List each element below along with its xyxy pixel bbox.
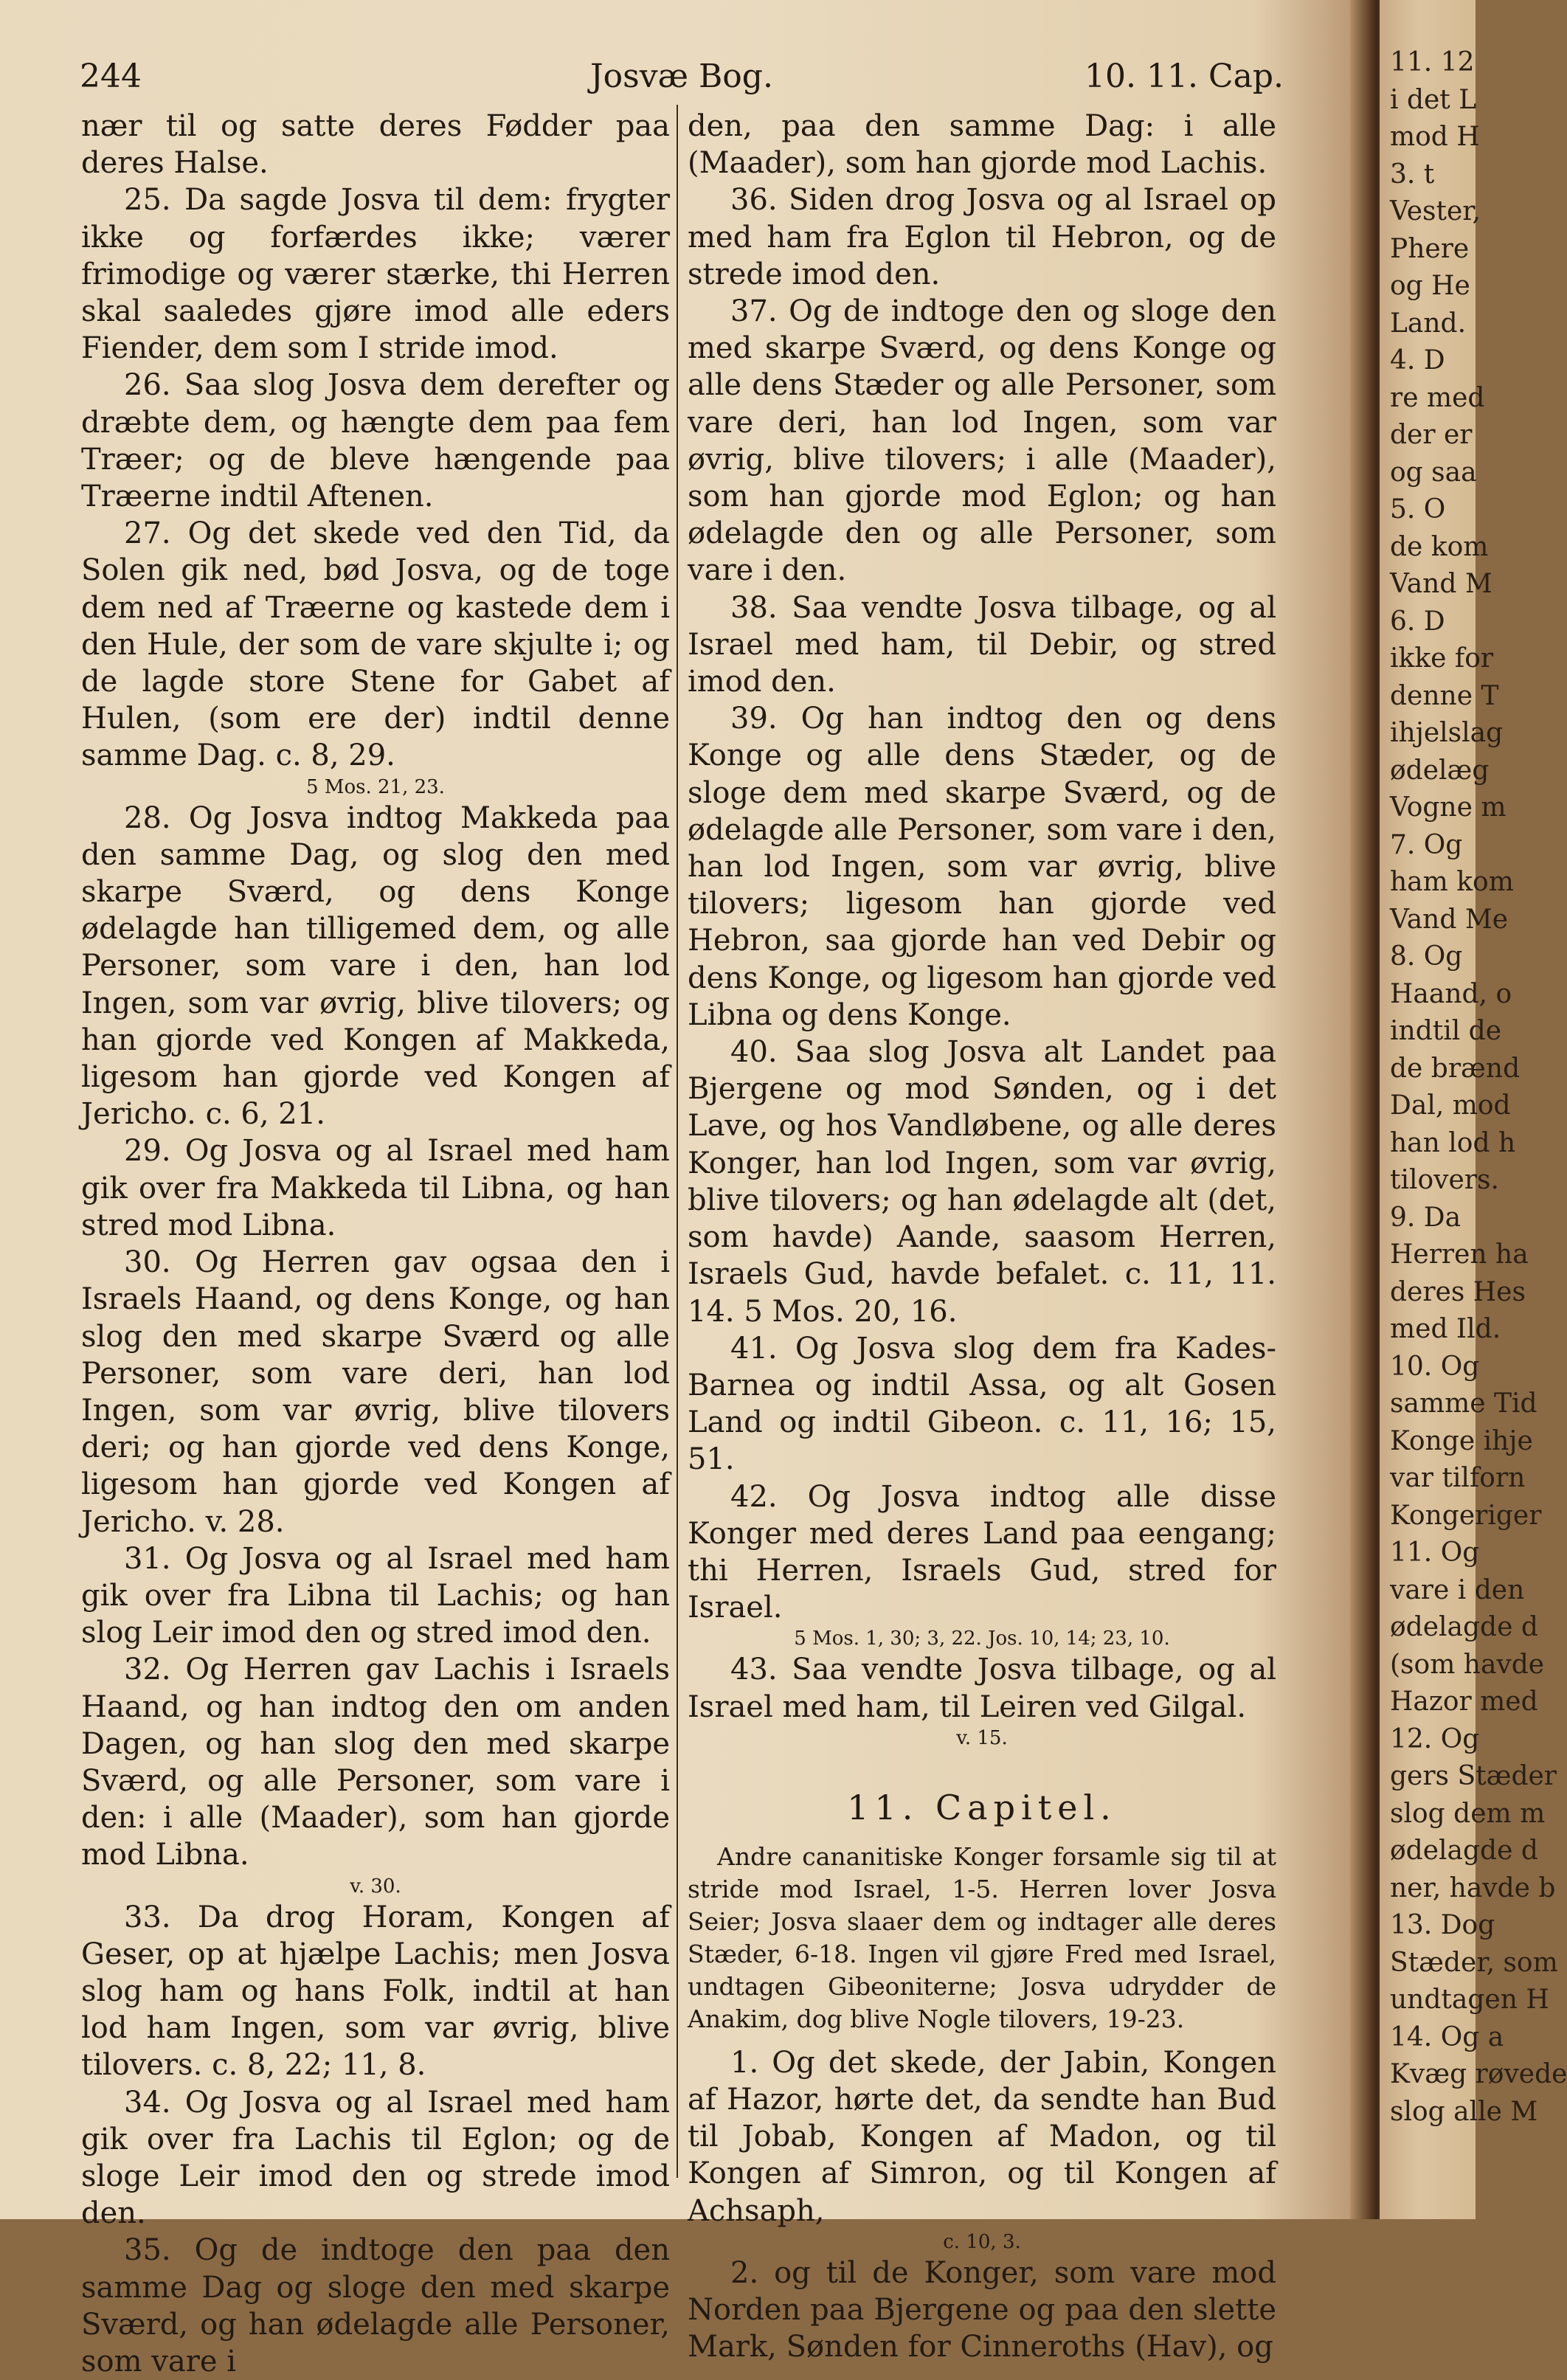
adjacent-page-line: 12. Og [1390,1723,1480,1754]
verse-paragraph: 25. Da sagde Josva til dem: frygter ikke og forfærdes ikke; værer frimodige og værer stærke, thi Herren skal saaledes gjøre imod alle eders Fiender, dem som I stride imod. [81,183,670,366]
adjacent-page-line: 9. Da [1390,1202,1462,1233]
adjacent-page-line: 13. Dog [1390,1910,1495,1940]
adjacent-page-line: 5. O [1390,494,1446,525]
verse-continuation: nær til og satte deres Fødder paa deres Halse. [81,109,670,181]
chapter-summary: Andre cananitiske Konger forsamle sig til at stride mod Israel, 1-5. Herren lover Josva Seier; Josva slaaer dem og indtager alle deres Stæder, 6-18. Ingen vil gjøre Fred med Israel, undtagen Gibeoniterne; Josva udrydder de Anakim, dog blive Nogle tilovers, 19-23. [688,1841,1276,2033]
adjacent-page-line: Vogne m [1390,792,1507,823]
adjacent-page-line: han lod h [1390,1127,1516,1158]
adjacent-page-line: Phere [1390,233,1470,264]
adjacent-page-line: 6. D [1390,606,1445,637]
adjacent-page-line: 4. D [1390,345,1445,376]
adjacent-page-line: med Ild. [1390,1314,1501,1344]
adjacent-page-line: 7. Og [1390,829,1463,860]
verse-continuation: den, paa den samme Dag: i alle (Maader), som han gjorde mod Lachis. [688,109,1276,181]
adjacent-page-line: ikke for [1390,643,1494,674]
adjacent-page-line: ødelæg [1390,755,1490,786]
verse-paragraph: 35. Og de indtoge den paa den samme Dag og sloge den med skarpe Sværd, og han ødelagde alle Personer, som vare i [81,2233,670,2379]
adjacent-page-line: denne T [1390,680,1499,711]
running-header [80,58,1284,102]
verse-paragraph: 30. Og Herren gav ogsaa den i Israels Haand, og dens Konge, og han slog den med skarpe Sværd og alle Personer, som vare deri, han lod Ingen, som var øvrig, blive tilovers deri; og han gjorde ved dens Konge, ligesom han gjorde ved Kongen af Jericho. v. 28. [81,1245,670,1539]
adjacent-page-line: undtagen H [1390,1985,1549,2015]
adjacent-page-line: 14. Og a [1390,2021,1504,2052]
cross-reference: c. 10, 3. [943,2230,1021,2253]
adjacent-page-line: samme Tid [1390,1388,1537,1419]
verse-paragraph: 26. Saa slog Josva dem derefter og dræbte dem, og hængte dem paa fem Træer; og de bleve hængende paa Træerne indtil Aftenen. [81,368,670,514]
verse-paragraph: 28. Og Josva indtog Makkeda paa den samme Dag, og slog den med skarpe Sværd, og dens Konge ødelagde han tilligemed dem, og alle Personer, som vare i den, han lod Ingen, som var øvrig, blive tilovers; og han gjorde ved Kongen af Makkeda, ligesom han gjorde ved Kongen af Jericho. c. 6, 21. [81,800,670,1132]
verse-paragraph: 33. Da drog Horam, Kongen af Geser, op at hjælpe Lachis; men Josva slog ham og hans Folk, indtil at han lod ham Ingen, som var øvrig, blive tilovers. c. 8, 22; 11, 8. [81,1900,670,2083]
adjacent-page-line: ham kom [1390,867,1514,897]
adjacent-page-line: ødelagde d [1390,1612,1538,1642]
adjacent-page-line: de brænd [1390,1053,1521,1084]
verse-paragraph: 42. Og Josva indtog alle disse Konger med deres Land paa eengang; thi Herren, Israels Gud, stred for Israel. [688,1479,1276,1625]
adjacent-page-line: og saa [1390,457,1477,488]
verse-paragraph: 27. Og det skede ved den Tid, da Solen gik ned, bød Josva, og de toge dem ned af Træerne og kastede dem i den Hule, der som de vare skjulte i; og de lagde store Stene for Gabet af Hulen, (som ere der) indtil denne samme Dag. c. 8, 29. [81,516,670,773]
cross-reference: 5 Mos. 1, 30; 3, 22. Jos. 10, 14; 23, 10. [794,1627,1170,1650]
adjacent-page-line: ødelagde d [1390,1836,1538,1866]
adjacent-page-line: der er [1390,420,1473,450]
chapter-heading: 11. Capitel. [847,1787,1117,1827]
left-text-column [81,108,670,2380]
verse-paragraph: 43. Saa vendte Josva tilbage, og al Israel med ham, til Leiren ved Gilgal. [688,1653,1276,1724]
verse-paragraph: 38. Saa vendte Josva tilbage, og al Israel med ham, til Debir, og stred imod den. [688,590,1276,699]
adjacent-page-line: (som havde [1390,1649,1545,1680]
adjacent-page-line: tilovers. [1390,1165,1499,1195]
cross-reference: 5 Mos. 21, 23. [306,775,445,798]
adjacent-page-line: i det L [1390,84,1477,115]
verse-paragraph: 36. Siden drog Josva og al Israel op med ham fra Eglon til Hebron, og de strede imod den. [688,183,1276,291]
cross-reference: v. 30. [350,1875,401,1898]
adjacent-page-line: 11. 12 [1390,47,1475,77]
adjacent-page-line: Dal, mod [1390,1090,1511,1121]
adjacent-page-line: ihjelslag [1390,718,1504,748]
adjacent-page-line: deres Hes [1390,1276,1526,1307]
verse-paragraph: 34. Og Josva og al Israel med ham gik over fra Lachis til Eglon; og de sloge Leir imod den og strede imod den. [81,2085,670,2231]
adjacent-page-line: slog alle M [1390,2096,1538,2127]
adjacent-page-line: de kom [1390,531,1489,562]
adjacent-page-line: Vand M [1390,569,1492,599]
adjacent-page-line: ner, havde b [1390,1872,1556,1903]
adjacent-page-line: re med [1390,382,1485,413]
adjacent-page-edge [1380,0,1567,2219]
adjacent-page-line: 11. Og [1390,1537,1480,1568]
adjacent-page-line: Vand Me [1390,904,1508,935]
adjacent-page-line: Land. [1390,308,1467,339]
adjacent-page-line: slog dem m [1390,1798,1546,1829]
adjacent-page-line: 3. t [1390,159,1435,190]
verse-paragraph: 31. Og Josva og al Israel med ham gik over fra Libna til Lachis; og han slog Leir imod den og stred imod den. [81,1541,670,1650]
verse-paragraph: 32. Og Herren gav Lachis i Israels Haand, og han indtog den om anden Dagen, og han slog den med skarpe Sværd, og alle Personer, som vare i den: i alle (Maader), som han gjorde mod Libna. [81,1653,670,1872]
adjacent-page-line: Haand, o [1390,978,1512,1009]
right-text-column [688,108,1276,2365]
adjacent-page-line: gers Stæder [1390,1761,1557,1791]
adjacent-page-line: Vester, [1390,196,1481,226]
chapter-range: 10. 11. Cap. [1085,58,1284,95]
verse-paragraph: 29. Og Josva og al Israel med ham gik over fra Makkeda til Libna, og han stred mod Libna. [81,1134,670,1242]
book-title: Josvæ Bog. [590,58,773,95]
adjacent-page-line: Hazor med [1390,1687,1538,1717]
verse-paragraph: 37. Og de indtoge den og sloge den med skarpe Sværd, og dens Konge og alle dens Stæder og alle Personer, som vare deri, han lod Ingen, som var øvrig, blive tilovers; i alle (Maader), som han gjorde mod Eglon; og han ødelagde den og alle Personer, som vare i den. [688,294,1276,588]
adjacent-page-line: Kvæg røvede [1390,2059,1567,2089]
column-divider [677,105,678,2178]
verse-paragraph: 1. Og det skede, der Jabin, Kongen af Hazor, hørte det, da sendte han Bud til Jobab, Kongen af Madon, og til Kongen af Simron, og til Kongen af Achsaph, [688,2045,1276,2228]
adjacent-page-line: 8. Og [1390,941,1463,972]
adjacent-page-line: mod H [1390,122,1480,152]
cross-reference: v. 15. [956,1726,1008,1749]
adjacent-page-line: 10. Og [1390,1351,1480,1382]
adjacent-page-line: Herren ha [1390,1239,1529,1270]
page-number: 244 [80,58,142,95]
adjacent-page-line: Stæder, som [1390,1947,1558,1978]
adjacent-page-line: var tilforn [1390,1463,1526,1493]
verse-paragraph: 40. Saa slog Josva alt Landet paa Bjergene og mod Sønden, og i det Lave, og hos Vandløbene, og alle deres Konger, han lod Ingen, som var øvrig, blive tilovers; og han ødelagde alt (det, som havde) Aande, saasom Herren, Israels Gud, havde befalet. c. 11, 11. 14. 5 Mos. 20, 16. [688,1035,1276,1329]
adjacent-page-line: vare i den [1390,1574,1525,1605]
verse-paragraph: 41. Og Josva slog dem fra Kades-Barnea og indtil Assa, og alt Gosen Land og indtil Gibeon. c. 11, 16; 15, 51. [688,1331,1276,1477]
verse-paragraph: 2. og til de Konger, som vare mod Norden paa Bjergene og paa den slette Mark, Sønden for Cinneroths (Hav), og [688,2255,1276,2365]
adjacent-page-line: Kongeriger [1390,1500,1542,1531]
adjacent-page-line: og He [1390,271,1470,301]
adjacent-page-line: Konge ihje [1390,1425,1533,1456]
verse-paragraph: 39. Og han indtog den og dens Konge og alle dens Stæder, og de sloge dem med skarpe Sværd, og de ødelagde alle Personer, som vare i den, han lod Ingen, som var øvrig, blive tilovers; ligesom han gjorde ved Hebron, saa gjorde han ved Debir og dens Konge, og ligesom han gjorde ved Libna og dens Konge. [688,702,1276,1032]
adjacent-page-line: indtil de [1390,1016,1502,1046]
